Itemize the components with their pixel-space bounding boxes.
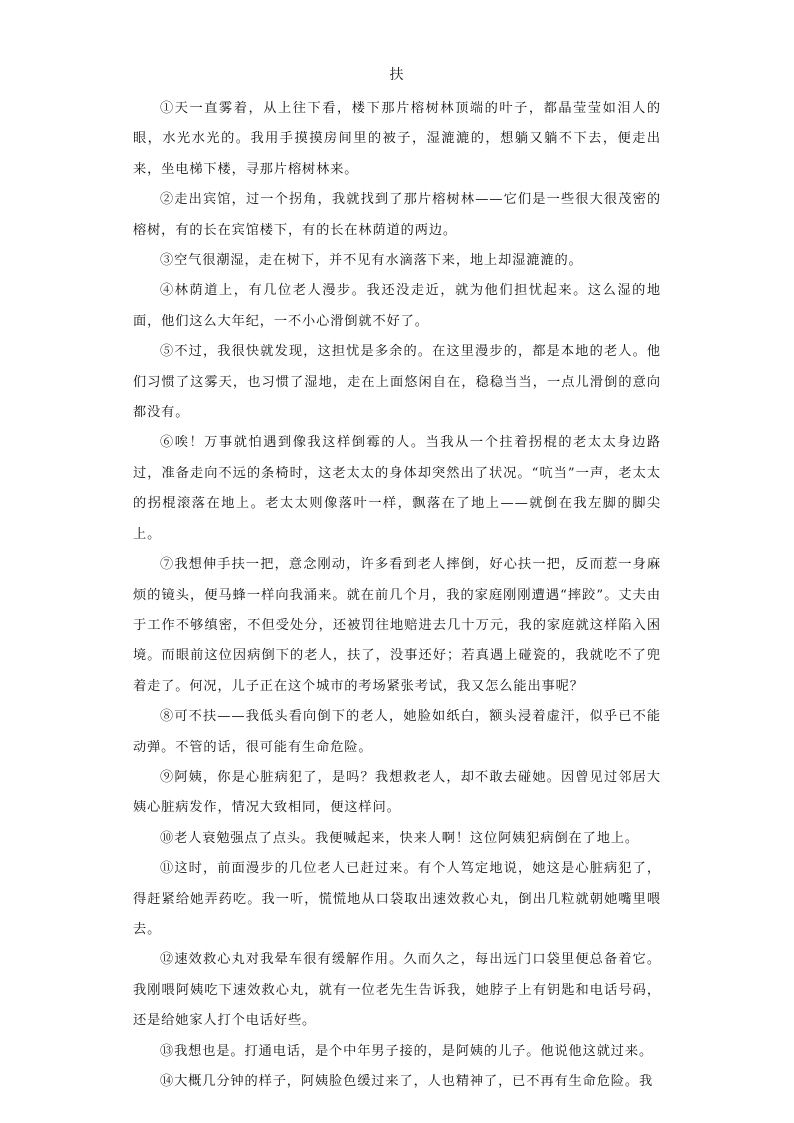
paragraph-10: ⑩老人衰勉强点了点头。我便喊起来，快来人啊！这位阿姨犯病倒在了地上。 xyxy=(160,830,639,846)
paragraph-5: ⑤不过，我很快就发现，这担忧是多余的。在这里漫步的，都是本地的老人。他们习惯了这雾天，也习惯了湿地，走在上面悠闲自在，稳稳当当，一点儿滑倒的意向都没有。 xyxy=(133,344,661,421)
paragraph-8: ⑧可不扶——我低头看向倒下的老人，她脸如纸白，额头浸着虚汗，似乎已不能动弹。不管的话，很可能有生命危险。 xyxy=(133,709,661,755)
paragraph-9: ⑨阿姨，你是心脏病犯了，是吗？我想救老人，却不敢去碰她。因曾见过邻居大姨心脏病发作，情况大致相同，便这样问。 xyxy=(133,769,661,816)
document-body xyxy=(133,94,661,1097)
paragraph-2: ②走出宾馆，过一个拐角，我就找到了那片榕树林——它们是一些很大很茂密的榕树，有的长在宾馆楼下，有的长在林荫道的两边。 xyxy=(133,192,661,238)
paragraph-6: ⑥唉！万事就怕遇到像我这样倒霉的人。当我从一个拄着拐棍的老太太身边路过，准备走向不远的条椅时，这老太太的身体却突然出了状况。“吭当”一声，老太太的拐棍滚落在地上。老太太则像落叶一样，飘落在了地上——就倒在我左脚的脚尖上。 xyxy=(133,435,661,542)
paragraph-12: ⑫速效救心丸对我晕车很有缓解作用。久而久之，每出远门口袋里便总备着它。我刚喂阿姨吃下速效救心丸，就有一位老先生告诉我，她脖子上有钥匙和电话号码，还是给她家人打个电话好些。 xyxy=(133,952,661,1029)
paragraph-11: ⑪这时，前面漫步的几位老人已赶过来。有个人笃定地说，她这是心脏病犯了，得赶紧给她弄药吃。我一听，慌慌地从口袋取出速效救心丸，倒出几粒就朝她嘴里喂去。 xyxy=(133,861,661,937)
paragraph-13: ⑬我想也是。打通电话，是个中年男子接的，是阿姨的儿子。他说他这就过来。 xyxy=(160,1043,654,1059)
paragraph-1: ①天一直雾着，从上往下看，楼下那片榕树林顶端的叶子，都晶莹莹如泪人的眼，水光水光的。我用手摸摸房间里的被子，湿漉漉的，想躺又躺不下去，便走出来，坐电梯下楼，寻那片榕树林来。 xyxy=(133,101,661,177)
paragraph-7: ⑦我想伸手扶一把，意念刚动，许多看到老人摔倒，好心扶一把，反而惹一身麻烦的镜头，便马蜂一样向我涌来。就在前几个月，我的家庭刚刚遭遇“摔跤”。丈夫由于工作不够缜密，不但受处分，还被罚往地赔进去几十万元，我的家庭就这样陷入困境。而眼前这位因病倒下的老人，扶了，没事还好；若真遇上碰瓷的，我就吃不了兜着走了。何况，儿子正在这个城市的考场紧张考试，我又怎么能出事呢？ xyxy=(133,557,661,694)
paragraph-3: ③空气很潮湿，走在树下，并不见有水滴落下来，地上却湿漉漉的。 xyxy=(160,253,583,269)
paragraph-4: ④林荫道上，有几位老人漫步。我还没走近，就为他们担忧起来。这么湿的地面，他们这么大年纪，一不小心滑倒就不好了。 xyxy=(133,283,661,329)
document-title: 扶 xyxy=(389,67,405,83)
paragraph-14: ⑭大概几分钟的样子，阿姨脸色缓过来了，人也精神了，已不再有生命危险。我 xyxy=(160,1074,654,1089)
